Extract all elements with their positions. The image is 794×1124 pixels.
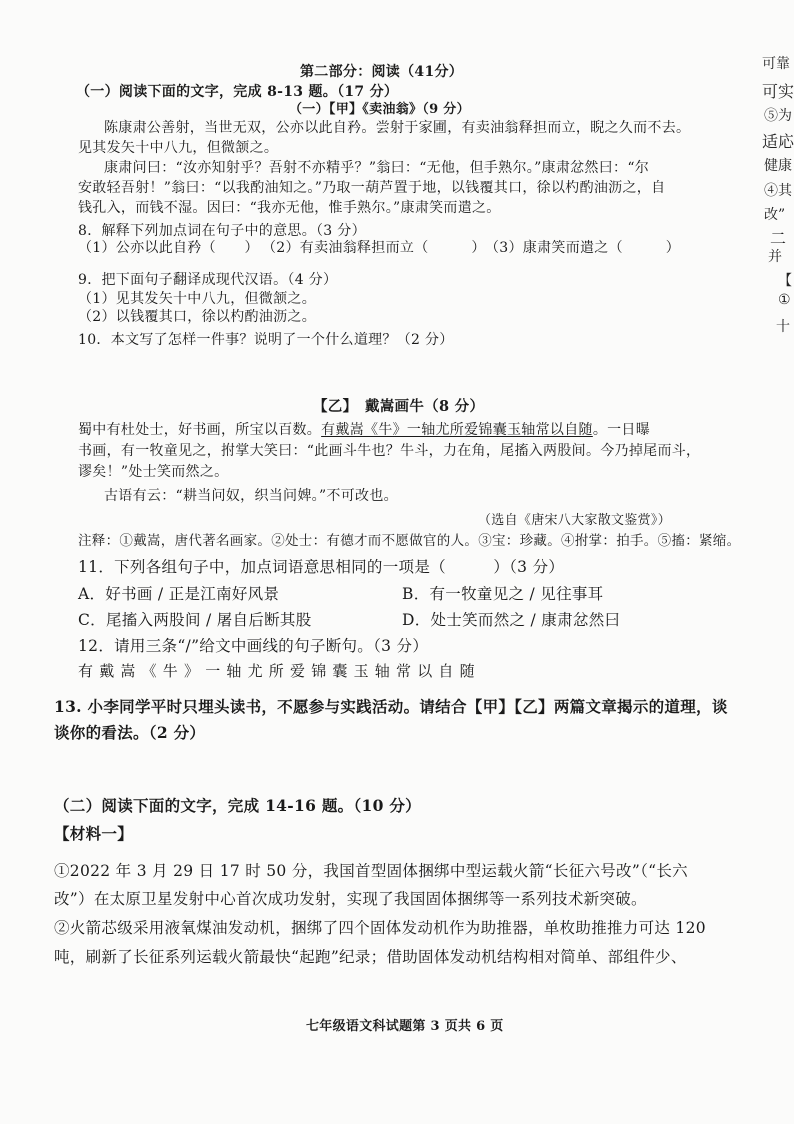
jia-line-1: 陈康肃公善射，当世无双，公亦以此自矜。尝射于家圃，有卖油翁释担而立，睨之久而不去。 [104,120,691,136]
material-1-line-2: 改”）在太原卫星发射中心首次成功发射，实现了我国固体捆绑等一系列技术新突破。 [54,890,647,908]
question-12: 12．请用三条“/”给文中画线的句子断句。（3 分） [78,637,429,655]
yi-line-1-c: 。一日曝 [592,422,651,438]
yi-notes: 注释：①戴嵩，唐代著名画家。②处士：有德才而不愿做官的人。③宝：珍藏。④拊掌：拍手。⑤搐：紧缩。 [78,533,741,549]
edge-fragment: 可靠 [762,56,790,72]
part1-heading: （一）阅读下面的文字，完成 8-13 题。（17 分） [76,84,399,100]
q9-item-1: （1）见其发矢十中八九，但微颔之。 [78,291,317,307]
yi-line-4: 古语有云：“耕当问奴，织当问婢。”不可改也。 [104,488,398,504]
edge-fragment: ① [778,292,791,308]
edge-fragment: 并 [768,249,782,265]
yi-line-2: 书画，有一牧童见之，拊掌大笑曰：“此画斗牛也？牛斗，力在角，尾搐入两股间。今乃掉尾而斗， [78,443,701,459]
q9-item-2: （2）以钱覆其口，徐以杓酌油沥之。 [78,309,317,325]
material-1-line-3: ②火箭芯级采用液氧煤油发动机，捆绑了四个固体发动机作为助推器，单枚助推推力可达 120 [54,919,706,937]
q11-option-a: A．好书画 / 正是江南好风景 [78,585,280,603]
question-13-line-1: 13. 小李同学平时只埋头读书，不愿参与实践活动。请结合【甲】【乙】两篇文章揭示的道理，谈 [54,697,728,716]
question-10: 10．本文写了怎样一件事？说明了一个什么道理？（2 分） [78,332,454,348]
page-footer: 七年级语文科试题第 3 页共 6 页 [306,1019,504,1034]
jia-line-5: 钱孔入，而钱不湿。因曰：“我亦无他，惟手熟尔。”康肃笑而遣之。 [78,200,501,216]
q8-item-2: （2）有卖油翁释担而立（ ） [262,240,486,256]
section-title: 第二部分：阅读（41分） [300,64,464,80]
edge-fragment: 【 [778,273,792,289]
edge-fragment: ⑤为 [764,108,792,124]
jia-line-4: 安敢轻吾射！”翁曰：“以我酌油知之。”乃取一葫芦置于地，以钱覆其口，徐以杓酌油沥之，自 [78,180,666,196]
question-8: 8．解释下列加点词在句子中的意思。（3 分） [78,223,366,239]
yi-underlined-sentence: 有戴嵩《牛》一轴尤所爱锦囊玉轴常以自随 [321,422,593,438]
yi-title: 【乙】 戴嵩画牛（8 分） [313,398,485,415]
jia-line-2: 见其发矢十中八九，但微颔之。 [78,140,279,156]
q11-option-c: C．尾搐入两股间 / 屠自后断其股 [78,611,312,629]
edge-fragment: 十 [776,319,790,335]
edge-fragment: 改” [764,207,786,223]
q11-option-d: D．处士笑而然之 / 康肃忿然曰 [402,611,621,629]
edge-fragment: ④其 [764,183,792,199]
edge-fragment: 健康 [764,158,792,174]
q8-item-1: （1）公亦以此自矜（ ） [78,240,259,256]
question-11: 11．下列各组句子中，加点词语意思相同的一项是（ ）（3 分） [78,558,565,576]
yi-line-1-a: 蜀中有杜处士，好书画，所宝以百数。 [78,422,322,438]
part2-heading: （二）阅读下面的文字，完成 14-16 题。（10 分） [54,796,421,815]
material-1-label: 【材料一】 [54,824,134,843]
material-1-line-4: 吨，刷新了长征系列运载火箭最快“起跑”纪录；借助固体发动机结构相对简单、部组件少、 [54,948,687,966]
jia-title: （一）【甲】《卖油翁》（9 分） [289,102,470,117]
q8-item-3: （3）康肃笑而遣之（ ） [485,240,681,256]
edge-fragment: 可实 [762,82,794,101]
edge-fragment: 二 [770,229,787,248]
yi-source: （选自《唐宋八大家散文鉴赏》） [478,513,672,528]
edge-fragment: 适応 [762,132,794,151]
yi-line-3: 谬矣！”处士笑而然之。 [78,464,229,480]
q12-sentence: 有戴嵩《牛》一轴尤所爱锦囊玉轴常以自随 [78,662,481,680]
jia-line-3: 康肃问曰：“汝亦知射乎？吾射不亦精乎？”翁曰：“无他，但手熟尔。”康肃忿然曰：“尔 [104,160,650,176]
yi-line-1 [78,421,650,439]
material-1-line-1: ①2022 年 3 月 29 日 17 时 50 分，我国首型固体捆绑中型运载火箭“长征六号改”（“长六 [54,862,688,880]
question-13-line-2: 谈你的看法。（2 分） [54,723,206,742]
q11-option-b: B．有一牧童见之 / 见往事耳 [402,585,604,603]
question-9: 9．把下面句子翻译成现代汉语。（4 分） [78,272,338,288]
